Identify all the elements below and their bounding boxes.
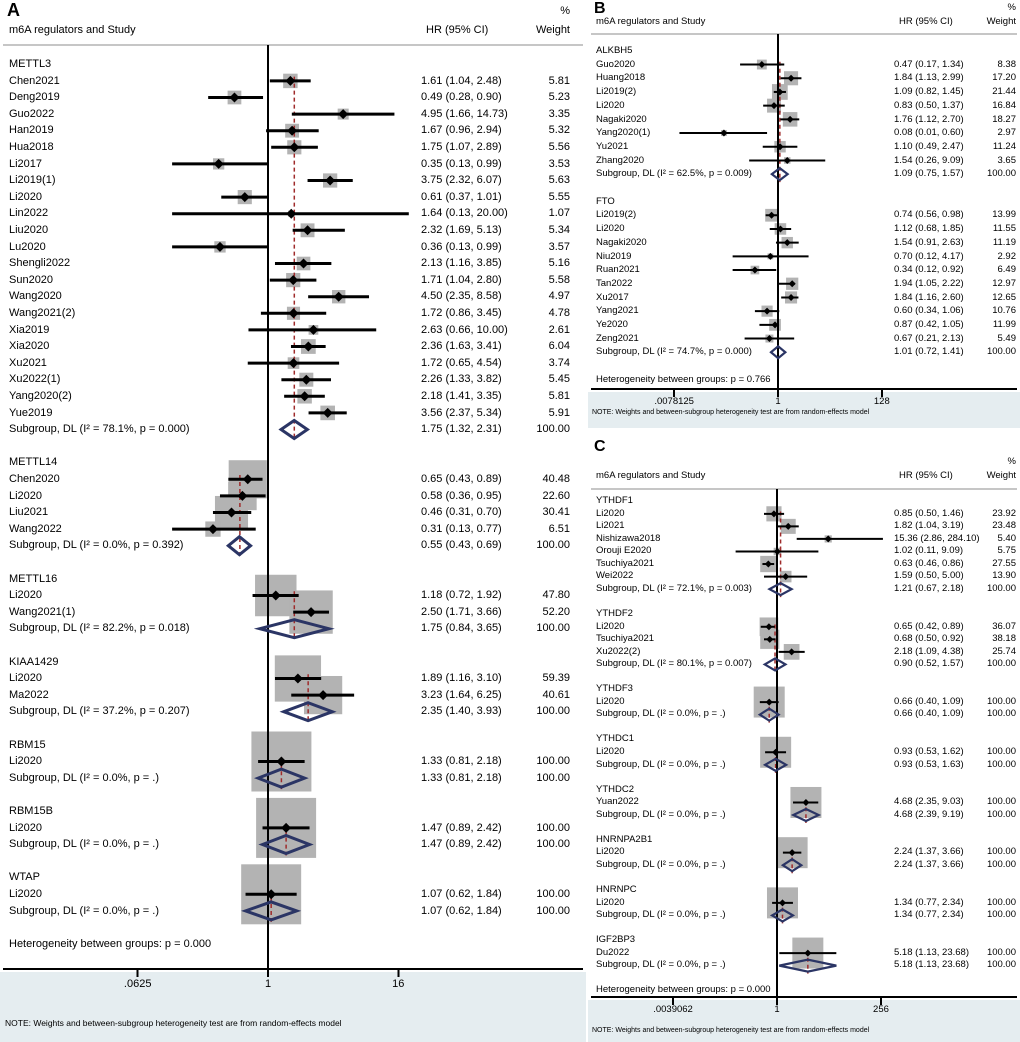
x-axis-tick-label: 128 (873, 396, 890, 407)
panel-letter: C (594, 438, 606, 455)
study-label: Xia2019 (9, 323, 50, 336)
study-label: Wang2021(1) (9, 605, 76, 618)
hr-ci-value: 0.85 (0.50, 1.46) (894, 507, 964, 519)
subgroup-weight-value: 100.00 (536, 539, 570, 552)
study-label: Li2020 (9, 888, 43, 900)
subgroup-label: Subgroup, DL (I² = 0.0%, p = .) (596, 808, 726, 820)
hr-ci-value: 2.24 (1.37, 3.66) (894, 846, 964, 858)
subgroup-label: Subgroup, DL (I² = 0.0%, p = .) (9, 904, 160, 917)
hr-ci-value: 0.60 (0.34, 1.06) (894, 305, 964, 317)
weight-value: 11.19 (992, 236, 1016, 248)
subgroup-hr-ci-value: 1.21 (0.67, 2.18) (894, 582, 964, 594)
weight-value: 52.20 (542, 605, 570, 618)
study-label: Sun2020 (9, 273, 54, 286)
weight-value: 5.55 (548, 190, 570, 203)
column-header-weight: Weight (986, 470, 1016, 481)
study-label: Yang2020(2) (9, 390, 72, 402)
study-label: Xu2022(2) (596, 645, 641, 657)
hr-ci-value: 1.34 (0.77, 2.34) (894, 896, 964, 908)
hr-ci-value: 1.76 (1.12, 2.70) (894, 113, 964, 125)
study-label: Shengli2022 (9, 257, 71, 270)
study-label: Zeng2021 (596, 332, 639, 344)
column-header-hr: HR (95% CI) (899, 16, 953, 27)
subgroup-label: Subgroup, DL (I² = 62.5%, p = 0.009) (596, 168, 752, 180)
column-header-weight: Weight (986, 16, 1016, 27)
study-label: Li2020 (9, 489, 43, 502)
weight-value: 5.81 (548, 74, 570, 87)
weight-value: 40.48 (542, 473, 570, 485)
weight-value: 5.56 (548, 141, 570, 153)
hr-ci-value: 2.26 (1.33, 3.82) (421, 373, 502, 386)
x-axis-tick-label: 1 (775, 396, 781, 407)
subgroup-label: Subgroup, DL (I² = 0.0%, p = .) (9, 771, 160, 784)
study-label: Guo2020 (596, 58, 636, 70)
hr-ci-value: 1.89 (1.16, 3.10) (421, 672, 502, 685)
hr-ci-value: 0.36 (0.13, 0.99) (421, 240, 502, 253)
study-label: Chen2020 (9, 473, 60, 485)
hr-ci-value: 0.63 (0.46, 0.86) (894, 557, 964, 569)
hr-ci-value: 0.68 (0.50, 0.92) (894, 633, 964, 645)
weight-value: 36.07 (992, 620, 1016, 632)
hr-ci-value: 0.08 (0.01, 0.60) (894, 127, 964, 139)
study-label: Tsuchiya2021 (596, 557, 655, 569)
group-label: RBM15B (9, 805, 54, 817)
weight-value: 23.92 (992, 507, 1016, 519)
subgroup-label: Subgroup, DL (I² = 0.0%, p = .) (596, 708, 726, 720)
weight-value: 5.16 (548, 257, 570, 270)
group-label: ALKBH5 (596, 45, 633, 56)
column-header-study: m6A regulators and Study (9, 24, 136, 36)
subgroup-label: Subgroup, DL (I² = 0.0%, p = .) (596, 959, 726, 971)
study-label: Tan2022 (596, 277, 633, 289)
study-label: Yu2021 (596, 140, 629, 152)
hr-ci-value: 2.18 (1.09, 4.38) (894, 645, 964, 657)
weight-value: 2.92 (997, 250, 1016, 262)
weight-value: 13.99 (992, 209, 1016, 221)
hr-ci-value: 3.23 (1.64, 6.25) (421, 688, 502, 701)
study-label: Li2020 (596, 99, 625, 111)
study-label: Wei2022 (596, 570, 634, 582)
panel-letter: B (594, 0, 606, 17)
study-label: Li2020 (596, 507, 625, 519)
hr-ci-value: 3.75 (2.32, 6.07) (421, 174, 502, 187)
weight-value: 100.00 (536, 888, 570, 900)
subgroup-weight-value: 100.00 (986, 758, 1016, 770)
study-label: Li2020 (596, 223, 625, 235)
subgroup-label: Subgroup, DL (I² = 0.0%, p = .) (596, 909, 726, 921)
column-header-study: m6A regulators and Study (596, 16, 706, 27)
study-label: Li2019(2) (596, 209, 637, 221)
study-label: Li2020 (9, 589, 43, 602)
hr-ci-value: 1.71 (1.04, 2.80) (421, 273, 502, 286)
weight-value: 6.49 (997, 264, 1016, 276)
hr-ci-value: 1.47 (0.89, 2.42) (421, 821, 502, 834)
hr-ci-value: 0.87 (0.42, 1.05) (894, 319, 964, 330)
hr-ci-value: 0.67 (0.21, 2.13) (894, 332, 964, 344)
study-label: Li2021 (596, 520, 625, 532)
weight-value: 6.51 (548, 522, 570, 535)
group-label: METTL3 (9, 58, 52, 70)
group-label: YTHDC1 (596, 733, 635, 745)
hr-ci-value: 0.49 (0.28, 0.90) (421, 91, 502, 104)
subgroup-weight-value: 100.00 (986, 168, 1016, 180)
column-header-hr: HR (95% CI) (426, 24, 489, 36)
hr-ci-value: 1.54 (0.91, 2.63) (894, 236, 964, 248)
subgroup-hr-ci-value: 0.90 (0.52, 1.57) (894, 658, 964, 670)
subgroup-label: Subgroup, DL (I² = 72.1%, p = 0.003) (596, 582, 752, 594)
study-label: Ma2022 (9, 688, 49, 701)
study-label: Lin2022 (9, 207, 49, 220)
hr-ci-value: 0.61 (0.37, 1.01) (421, 190, 502, 203)
hr-ci-value: 1.84 (1.13, 2.99) (894, 72, 964, 84)
subgroup-weight-value: 100.00 (986, 959, 1016, 971)
hr-ci-value: 1.12 (0.68, 1.85) (894, 223, 964, 235)
study-label: Lu2020 (9, 240, 46, 253)
x-axis-tick-label: 256 (873, 1004, 889, 1015)
study-label: Liu2020 (9, 224, 49, 236)
hr-ci-value: 1.61 (1.04, 2.48) (421, 74, 502, 87)
hr-ci-value: 4.68 (2.35, 9.03) (894, 796, 964, 808)
study-label: Wang2021(2) (9, 307, 76, 319)
weight-value: 5.34 (548, 224, 570, 236)
x-axis-tick-label: 1 (264, 978, 272, 990)
panel-letter: A (7, 0, 20, 20)
weight-value: 4.78 (548, 307, 570, 319)
hr-ci-value: 3.56 (2.37, 5.34) (421, 406, 502, 419)
subgroup-hr-ci-value: 1.75 (0.84, 3.65) (421, 622, 502, 635)
study-label: Li2020 (596, 846, 625, 858)
weight-value: 23.48 (992, 520, 1016, 532)
hr-ci-value: 2.50 (1.71, 3.66) (421, 605, 502, 618)
hr-ci-value: 1.84 (1.16, 2.60) (894, 291, 964, 303)
heterogeneity-between-groups: Heterogeneity between groups: p = 0.000 (9, 937, 212, 950)
weight-value: 5.40 (997, 532, 1016, 544)
subgroup-hr-ci-value: 0.66 (0.40, 1.09) (894, 708, 964, 720)
weight-value: 11.99 (992, 319, 1016, 330)
study-label: Nishizawa2018 (596, 532, 661, 544)
subgroup-hr-ci-value: 2.24 (1.37, 3.66) (894, 858, 964, 870)
hr-ci-value: 5.18 (1.13, 23.68) (894, 946, 969, 958)
study-label: Ruan2021 (596, 264, 640, 276)
study-label: Xu2021 (9, 356, 47, 369)
hr-ci-value: 1.09 (0.82, 1.45) (894, 86, 964, 98)
weight-value: 100.00 (986, 846, 1016, 858)
study-label: Li2020 (9, 672, 43, 685)
study-label: Li2019(1) (9, 174, 56, 187)
hr-ci-value: 1.67 (0.96, 2.94) (421, 124, 502, 137)
study-label: Tsuchiya2021 (596, 633, 655, 645)
subgroup-hr-ci-value: 5.18 (1.13, 23.68) (894, 959, 969, 971)
subgroup-weight-value: 100.00 (536, 622, 570, 635)
subgroup-hr-ci-value: 1.33 (0.81, 2.18) (421, 771, 502, 784)
weight-value: 10.76 (992, 305, 1016, 317)
study-label: Yue2019 (9, 406, 53, 419)
subgroup-weight-value: 100.00 (986, 346, 1016, 358)
hr-ci-value: 0.46 (0.31, 0.70) (421, 506, 502, 519)
subgroup-hr-ci-value: 1.01 (0.72, 1.41) (894, 346, 964, 358)
subgroup-weight-value: 100.00 (986, 858, 1016, 870)
weight-value: 12.97 (992, 277, 1016, 289)
hr-ci-value: 2.32 (1.69, 5.13) (421, 224, 502, 236)
study-label: Orouji E2020 (596, 545, 652, 557)
weight-value: 12.65 (992, 291, 1016, 303)
hr-ci-value: 2.36 (1.63, 3.41) (421, 340, 502, 353)
hr-ci-value: 1.75 (1.07, 2.89) (421, 141, 502, 153)
hr-ci-value: 1.54 (0.26, 9.09) (894, 154, 964, 166)
subgroup-hr-ci-value: 1.34 (0.77, 2.34) (894, 909, 964, 921)
study-label: Li2017 (9, 157, 43, 170)
weight-value: 3.65 (997, 154, 1016, 166)
hr-ci-value: 1.64 (0.13, 20.00) (421, 207, 508, 220)
subgroup-hr-ci-value: 0.55 (0.43, 0.69) (421, 539, 502, 552)
weight-value: 59.39 (542, 672, 570, 685)
hr-ci-value: 15.36 (2.86, 284.10) (894, 532, 980, 544)
weight-value: 5.45 (548, 373, 570, 386)
weight-value: 6.04 (548, 340, 570, 353)
subgroup-label: Subgroup, DL (I² = 82.2%, p = 0.018) (9, 622, 190, 635)
group-label: YTHDF1 (596, 495, 633, 506)
study-label: Li2020 (596, 746, 625, 757)
weight-value: 22.60 (542, 489, 570, 502)
study-label: Niu2019 (596, 250, 632, 262)
hr-ci-value: 4.50 (2.35, 8.58) (421, 290, 502, 303)
weight-value: 1.07 (548, 207, 570, 220)
weight-value: 2.97 (997, 127, 1016, 139)
group-label: IGF2BP3 (596, 934, 636, 946)
weight-value: 5.81 (548, 390, 570, 402)
weight-value: 100.00 (986, 746, 1016, 757)
hr-ci-value: 0.66 (0.40, 1.09) (894, 695, 964, 707)
group-label: YTHDF2 (596, 607, 633, 619)
weight-value: 2.61 (548, 323, 570, 336)
column-header-percent: % (560, 5, 570, 17)
study-label: Wang2020 (9, 290, 62, 303)
subgroup-weight-value: 100.00 (536, 904, 570, 917)
weight-value: 3.74 (548, 356, 570, 369)
hr-ci-value: 2.63 (0.66, 10.00) (421, 323, 508, 336)
x-axis-tick-label: .0078125 (654, 396, 694, 407)
weight-value: 5.91 (548, 406, 570, 419)
hr-ci-value: 1.02 (0.11, 9.09) (894, 545, 964, 557)
weight-value: 5.75 (997, 545, 1016, 557)
study-label: Ye2020 (596, 319, 628, 330)
study-label: Han2019 (9, 124, 54, 137)
study-label: Huang2018 (596, 72, 646, 84)
weight-value: 5.63 (548, 174, 570, 187)
hr-ci-value: 1.07 (0.62, 1.84) (421, 888, 502, 900)
hr-ci-value: 0.65 (0.43, 0.89) (421, 473, 502, 485)
study-label: Li2020 (596, 896, 625, 908)
study-label: Nagaki2020 (596, 236, 647, 248)
weight-value: 17.20 (992, 72, 1016, 84)
subgroup-weight-value: 100.00 (536, 423, 570, 436)
study-label: Hua2018 (9, 141, 54, 153)
hr-ci-value: 0.34 (0.12, 0.92) (894, 264, 964, 276)
hr-ci-value: 0.83 (0.50, 1.37) (894, 99, 964, 111)
study-label: Zhang2020 (596, 154, 645, 166)
hr-ci-value: 1.33 (0.81, 2.18) (421, 755, 502, 768)
weight-value: 5.58 (548, 273, 570, 286)
weight-value: 27.55 (992, 557, 1016, 569)
group-label: KIAA1429 (9, 655, 59, 668)
weight-value: 47.80 (542, 589, 570, 602)
hr-ci-value: 0.70 (0.12, 4.17) (894, 250, 964, 262)
subgroup-hr-ci-value: 4.68 (2.39, 9.19) (894, 808, 964, 820)
hr-ci-value: 1.72 (0.86, 3.45) (421, 307, 502, 319)
subgroup-weight-value: 100.00 (986, 909, 1016, 921)
study-label: Guo2022 (9, 107, 55, 120)
weight-value: 38.18 (992, 633, 1016, 645)
subgroup-hr-ci-value: 1.75 (1.32, 2.31) (421, 423, 502, 436)
study-label: Li2020 (9, 755, 43, 768)
subgroup-weight-value: 100.00 (986, 582, 1016, 594)
group-label: METTL16 (9, 572, 58, 585)
study-label: Chen2021 (9, 74, 60, 87)
study-label: Li2020 (9, 821, 43, 834)
hr-ci-value: 0.35 (0.13, 0.99) (421, 157, 502, 170)
weight-value: 100.00 (536, 821, 570, 834)
group-label: METTL14 (9, 456, 58, 469)
study-label: Li2020 (596, 620, 625, 632)
weight-value: 100.00 (986, 946, 1016, 958)
hr-ci-value: 0.74 (0.56, 0.98) (894, 209, 964, 221)
weight-value: 16.84 (992, 99, 1016, 111)
group-label: YTHDC2 (596, 783, 635, 795)
study-label: Yang2020(1) (596, 127, 651, 139)
study-label: Xu2022(1) (9, 373, 61, 386)
subgroup-label: Subgroup, DL (I² = 0.0%, p = 0.392) (9, 539, 184, 552)
hr-ci-value: 1.82 (1.04, 3.19) (894, 520, 964, 532)
x-axis-tick-label: 1 (774, 1004, 780, 1015)
column-header-percent: % (1007, 2, 1016, 13)
hr-ci-value: 1.59 (0.50, 5.00) (894, 570, 964, 582)
figure-note: NOTE: Weights and between-subgroup heterogeneity test are from random-effects model (592, 1027, 870, 1034)
weight-value: 4.97 (548, 290, 570, 303)
hr-ci-value: 0.65 (0.42, 0.89) (894, 620, 964, 632)
hr-ci-value: 2.13 (1.16, 3.85) (421, 257, 502, 270)
hr-ci-value: 1.10 (0.49, 2.47) (894, 140, 964, 152)
study-label: Xia2020 (9, 340, 50, 353)
study-label: Xu2017 (596, 291, 629, 303)
weight-value: 13.90 (992, 570, 1016, 582)
hr-ci-value: 2.18 (1.41, 3.35) (421, 390, 502, 402)
weight-value: 3.53 (548, 157, 570, 170)
subgroup-weight-value: 100.00 (536, 838, 570, 851)
figure-note: NOTE: Weights and between-subgroup heterogeneity test are from random-effects model (5, 1018, 342, 1028)
hr-ci-value: 1.72 (0.65, 4.54) (421, 356, 502, 369)
hr-ci-value: 0.58 (0.36, 0.95) (421, 489, 502, 502)
subgroup-hr-ci-value: 2.35 (1.40, 3.93) (421, 705, 502, 718)
panel-b (588, 0, 1020, 428)
weight-value: 5.23 (548, 91, 570, 104)
group-label: HNRNPA2B1 (596, 833, 653, 845)
column-header-percent: % (1007, 456, 1016, 467)
weight-value: 40.61 (542, 688, 570, 701)
weight-value: 100.00 (986, 796, 1016, 808)
weight-value: 11.24 (992, 140, 1016, 152)
study-label: Deng2019 (9, 91, 60, 104)
column-header-hr: HR (95% CI) (899, 470, 953, 481)
subgroup-weight-value: 100.00 (986, 658, 1016, 670)
study-label: Li2020 (596, 695, 625, 707)
figure-note: NOTE: Weights and between-subgroup heterogeneity test are from random-effects model (592, 409, 870, 416)
subgroup-weight-value: 100.00 (986, 708, 1016, 720)
subgroup-label: Subgroup, DL (I² = 0.0%, p = .) (596, 858, 726, 870)
study-label: Liu2021 (9, 506, 49, 519)
subgroup-weight-value: 100.00 (536, 771, 570, 784)
study-label: Wang2022 (9, 522, 62, 535)
study-label: Du2022 (596, 946, 630, 958)
subgroup-weight-value: 100.00 (536, 705, 570, 718)
weight-value: 5.49 (997, 332, 1016, 344)
weight-value: 30.41 (542, 506, 570, 519)
subgroup-label: Subgroup, DL (I² = 78.1%, p = 0.000) (9, 423, 190, 436)
subgroup-hr-ci-value: 0.93 (0.53, 1.63) (894, 758, 964, 770)
weight-value: 21.44 (992, 86, 1016, 98)
group-label: WTAP (9, 871, 40, 884)
group-label: YTHDF3 (596, 683, 633, 695)
column-header-study: m6A regulators and Study (596, 470, 706, 481)
weight-value: 3.57 (548, 240, 570, 253)
weight-value: 11.55 (992, 223, 1016, 235)
weight-value: 100.00 (536, 755, 570, 768)
subgroup-label: Subgroup, DL (I² = 37.2%, p = 0.207) (9, 705, 190, 718)
study-label: Yang2021 (596, 305, 639, 317)
study-label: Nagaki2020 (596, 113, 647, 125)
hr-ci-value: 4.95 (1.66, 14.73) (421, 107, 508, 120)
column-header-weight: Weight (535, 24, 570, 36)
subgroup-hr-ci-value: 1.07 (0.62, 1.84) (421, 904, 502, 917)
weight-value: 8.38 (997, 58, 1016, 70)
study-label: Li2020 (9, 190, 43, 203)
x-axis-tick-label: 16 (392, 978, 405, 990)
subgroup-label: Subgroup, DL (I² = 0.0%, p = .) (9, 838, 160, 851)
hr-ci-value: 0.47 (0.17, 1.34) (894, 58, 964, 70)
subgroup-label: Subgroup, DL (I² = 74.7%, p = 0.000) (596, 346, 752, 358)
hr-ci-value: 1.94 (1.05, 2.22) (894, 277, 964, 289)
group-label: HNRNPC (596, 884, 637, 896)
group-label: RBM15 (9, 738, 46, 751)
weight-value: 100.00 (986, 896, 1016, 908)
heterogeneity-between-groups: Heterogeneity between groups: p = 0.766 (596, 373, 771, 385)
study-label: Yuan2022 (596, 796, 639, 808)
study-label: Li2019(2) (596, 86, 637, 98)
panel-c (588, 437, 1020, 1042)
weight-value: 25.74 (992, 645, 1016, 657)
subgroup-weight-value: 100.00 (986, 808, 1016, 820)
hr-ci-value: 0.93 (0.53, 1.62) (894, 746, 964, 757)
hr-ci-value: 0.31 (0.13, 0.77) (421, 522, 502, 535)
x-axis-tick-label: .0039062 (653, 1004, 693, 1015)
weight-value: 5.32 (548, 124, 570, 137)
subgroup-hr-ci-value: 1.47 (0.89, 2.42) (421, 838, 502, 851)
weight-value: 3.35 (548, 107, 570, 120)
weight-value: 100.00 (986, 695, 1016, 707)
weight-value: 18.27 (992, 113, 1016, 125)
hr-ci-value: 1.18 (0.72, 1.92) (421, 589, 502, 602)
subgroup-hr-ci-value: 1.09 (0.75, 1.57) (894, 168, 964, 180)
heterogeneity-between-groups: Heterogeneity between groups: p = 0.000 (596, 984, 771, 996)
x-axis-tick-label: .0625 (123, 978, 152, 990)
subgroup-label: Subgroup, DL (I² = 0.0%, p = .) (596, 758, 726, 770)
subgroup-label: Subgroup, DL (I² = 80.1%, p = 0.007) (596, 658, 752, 670)
group-label: FTO (596, 195, 615, 207)
